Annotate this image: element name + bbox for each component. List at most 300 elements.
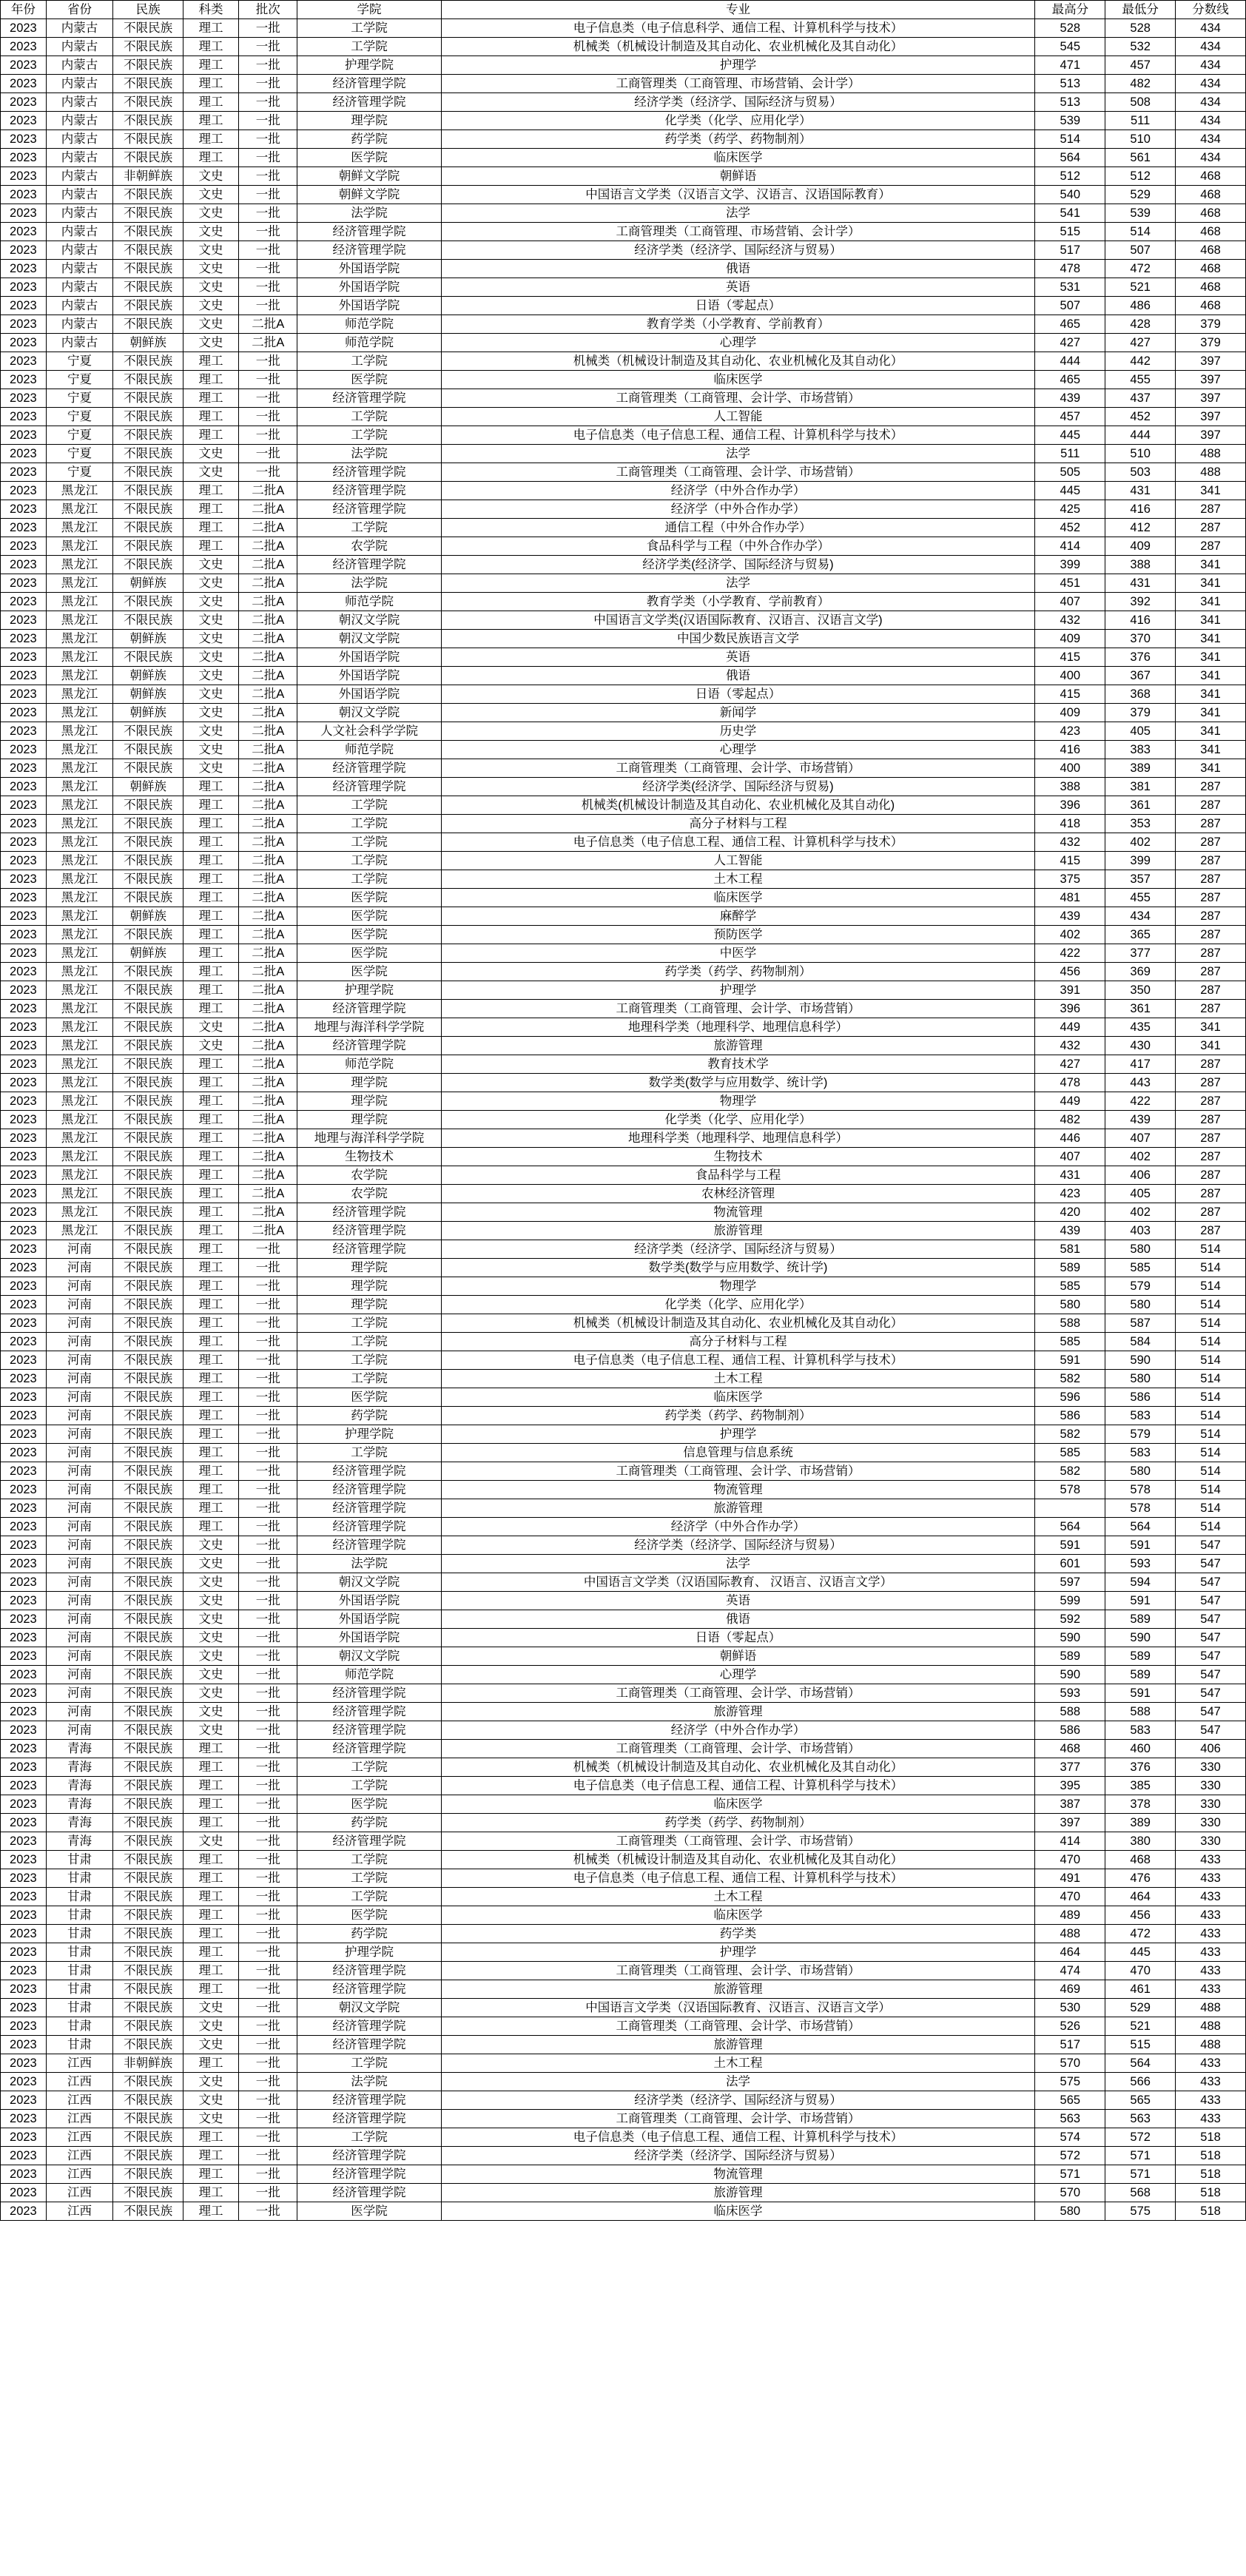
cell-民族: 不限民族 xyxy=(113,1721,183,1740)
cell-科类: 文史 xyxy=(183,1721,239,1740)
cell-年份: 2023 xyxy=(1,1573,47,1592)
cell-科类: 理工 xyxy=(183,19,239,38)
cell-最低分: 589 xyxy=(1105,1647,1176,1666)
cell-省份: 黑龙江 xyxy=(46,1185,112,1203)
cell-分数线: 341 xyxy=(1176,630,1246,648)
cell-科类: 理工 xyxy=(183,38,239,56)
cell-学院: 朝汉文学院 xyxy=(297,611,441,630)
cell-民族: 不限民族 xyxy=(113,389,183,408)
cell-批次: 一批 xyxy=(239,19,297,38)
cell-最低分: 365 xyxy=(1105,926,1176,944)
cell-科类: 文史 xyxy=(183,2073,239,2091)
cell-民族: 不限民族 xyxy=(113,408,183,426)
table-row xyxy=(1,408,1246,426)
cell-省份: 宁夏 xyxy=(46,445,112,463)
cell-民族: 不限民族 xyxy=(113,186,183,204)
cell-最低分: 564 xyxy=(1105,1518,1176,1536)
cell-专业: 土木工程 xyxy=(441,870,1035,889)
cell-省份: 黑龙江 xyxy=(46,630,112,648)
cell-学院: 理学院 xyxy=(297,1259,441,1277)
cell-最高分: 469 xyxy=(1035,1980,1105,1999)
cell-年份: 2023 xyxy=(1,371,47,389)
cell-科类: 理工 xyxy=(183,1851,239,1869)
cell-分数线: 330 xyxy=(1176,1795,1246,1814)
table-row xyxy=(1,852,1246,870)
cell-学院: 药学院 xyxy=(297,1925,441,1943)
cell-专业: 临床医学 xyxy=(441,371,1035,389)
table-row xyxy=(1,1740,1246,1758)
cell-年份: 2023 xyxy=(1,389,47,408)
cell-省份: 甘肃 xyxy=(46,1980,112,1999)
cell-民族: 不限民族 xyxy=(113,352,183,371)
cell-科类: 理工 xyxy=(183,519,239,537)
cell-批次: 一批 xyxy=(239,149,297,167)
cell-最高分: 418 xyxy=(1035,815,1105,833)
cell-省份: 内蒙古 xyxy=(46,167,112,186)
cell-最高分: 514 xyxy=(1035,130,1105,149)
cell-最低分: 378 xyxy=(1105,1795,1176,1814)
cell-最高分: 400 xyxy=(1035,667,1105,685)
cell-专业: 护理学 xyxy=(441,56,1035,75)
cell-批次: 一批 xyxy=(239,204,297,223)
cell-年份: 2023 xyxy=(1,926,47,944)
cell-最低分: 389 xyxy=(1105,1814,1176,1832)
cell-最高分: 470 xyxy=(1035,1888,1105,1906)
cell-省份: 青海 xyxy=(46,1740,112,1758)
cell-科类: 理工 xyxy=(183,1740,239,1758)
cell-批次: 二批A xyxy=(239,722,297,741)
cell-最低分: 532 xyxy=(1105,38,1176,56)
cell-科类: 理工 xyxy=(183,778,239,796)
cell-最高分: 377 xyxy=(1035,1758,1105,1777)
cell-分数线: 287 xyxy=(1176,926,1246,944)
cell-批次: 二批A xyxy=(239,556,297,574)
cell-分数线: 434 xyxy=(1176,38,1246,56)
cell-专业: 临床医学 xyxy=(441,1388,1035,1407)
cell-最高分: 491 xyxy=(1035,1869,1105,1888)
cell-分数线: 433 xyxy=(1176,2091,1246,2110)
cell-科类: 理工 xyxy=(183,1185,239,1203)
cell-民族: 不限民族 xyxy=(113,870,183,889)
cell-分数线: 468 xyxy=(1176,278,1246,297)
cell-科类: 文史 xyxy=(183,1832,239,1851)
cell-最高分: 531 xyxy=(1035,278,1105,297)
cell-批次: 二批A xyxy=(239,1185,297,1203)
cell-省份: 黑龙江 xyxy=(46,981,112,1000)
cell-科类: 文史 xyxy=(183,667,239,685)
cell-最高分: 513 xyxy=(1035,93,1105,112)
cell-学院: 朝汉文学院 xyxy=(297,1999,441,2017)
cell-民族: 不限民族 xyxy=(113,611,183,630)
cell-年份: 2023 xyxy=(1,1555,47,1573)
cell-最高分: 593 xyxy=(1035,1684,1105,1703)
cell-民族: 不限民族 xyxy=(113,1000,183,1018)
table-row xyxy=(1,741,1246,759)
cell-最高分: 444 xyxy=(1035,352,1105,371)
table-row xyxy=(1,611,1246,630)
cell-省份: 内蒙古 xyxy=(46,19,112,38)
cell-学院: 工学院 xyxy=(297,796,441,815)
cell-批次: 二批A xyxy=(239,1092,297,1111)
cell-省份: 青海 xyxy=(46,1777,112,1795)
cell-科类: 文史 xyxy=(183,1037,239,1055)
cell-民族: 不限民族 xyxy=(113,482,183,500)
cell-省份: 内蒙古 xyxy=(46,241,112,260)
cell-专业: 旅游管理 xyxy=(441,1499,1035,1518)
cell-专业: 心理学 xyxy=(441,741,1035,759)
cell-分数线: 341 xyxy=(1176,759,1246,778)
cell-批次: 一批 xyxy=(239,1869,297,1888)
cell-科类: 理工 xyxy=(183,833,239,852)
cell-批次: 一批 xyxy=(239,1629,297,1647)
cell-学院: 医学院 xyxy=(297,963,441,981)
cell-最低分: 528 xyxy=(1105,19,1176,38)
table-body xyxy=(1,19,1246,2221)
cell-省份: 河南 xyxy=(46,1462,112,1481)
cell-省份: 黑龙江 xyxy=(46,1055,112,1074)
cell-民族: 不限民族 xyxy=(113,2091,183,2110)
cell-批次: 一批 xyxy=(239,2110,297,2128)
cell-批次: 一批 xyxy=(239,1980,297,1999)
cell-学院: 经济管理学院 xyxy=(297,2184,441,2202)
cell-学院: 地理与海洋科学学院 xyxy=(297,1018,441,1037)
cell-最低分: 512 xyxy=(1105,167,1176,186)
cell-批次: 一批 xyxy=(239,278,297,297)
cell-学院: 师范学院 xyxy=(297,741,441,759)
cell-分数线: 287 xyxy=(1176,796,1246,815)
cell-分数线: 488 xyxy=(1176,445,1246,463)
cell-省份: 内蒙古 xyxy=(46,278,112,297)
cell-科类: 理工 xyxy=(183,2147,239,2165)
cell-年份: 2023 xyxy=(1,1111,47,1129)
cell-科类: 理工 xyxy=(183,1425,239,1444)
cell-年份: 2023 xyxy=(1,2091,47,2110)
cell-批次: 二批A xyxy=(239,981,297,1000)
cell-科类: 理工 xyxy=(183,130,239,149)
cell-民族: 不限民族 xyxy=(113,1055,183,1074)
cell-批次: 二批A xyxy=(239,611,297,630)
cell-专业: 机械类（机械设计制造及其自动化、农业机械化及其自动化） xyxy=(441,1851,1035,1869)
table-row xyxy=(1,2036,1246,2054)
cell-省份: 黑龙江 xyxy=(46,1092,112,1111)
cell-专业: 朝鲜语 xyxy=(441,167,1035,186)
table-row xyxy=(1,445,1246,463)
cell-专业: 经济学（中外合作办学） xyxy=(441,1721,1035,1740)
cell-最高分: 574 xyxy=(1035,2128,1105,2147)
cell-最高分: 585 xyxy=(1035,1277,1105,1296)
cell-分数线: 434 xyxy=(1176,75,1246,93)
cell-省份: 黑龙江 xyxy=(46,1222,112,1240)
cell-科类: 文史 xyxy=(183,685,239,704)
cell-批次: 一批 xyxy=(239,463,297,482)
cell-专业: 药学类（药学、药物制剂） xyxy=(441,130,1035,149)
cell-民族: 不限民族 xyxy=(113,1333,183,1351)
cell-民族: 不限民族 xyxy=(113,2036,183,2054)
cell-科类: 文史 xyxy=(183,611,239,630)
cell-科类: 文史 xyxy=(183,1647,239,1666)
cell-省份: 黑龙江 xyxy=(46,537,112,556)
cell-年份: 2023 xyxy=(1,1351,47,1370)
cell-民族: 不限民族 xyxy=(113,1999,183,2017)
table-row xyxy=(1,1240,1246,1259)
cell-省份: 河南 xyxy=(46,1444,112,1462)
cell-批次: 一批 xyxy=(239,75,297,93)
table-row xyxy=(1,334,1246,352)
cell-分数线: 330 xyxy=(1176,1814,1246,1832)
cell-最高分: 422 xyxy=(1035,944,1105,963)
cell-省份: 黑龙江 xyxy=(46,741,112,759)
cell-民族: 朝鲜族 xyxy=(113,574,183,593)
cell-民族: 不限民族 xyxy=(113,926,183,944)
cell-批次: 二批A xyxy=(239,574,297,593)
cell-专业: 日语（零起点） xyxy=(441,1629,1035,1647)
cell-民族: 不限民族 xyxy=(113,1203,183,1222)
cell-学院: 法学院 xyxy=(297,574,441,593)
cell-学院: 经济管理学院 xyxy=(297,93,441,112)
cell-民族: 不限民族 xyxy=(113,1240,183,1259)
cell-学院: 外国语学院 xyxy=(297,1610,441,1629)
cell-最高分: 581 xyxy=(1035,1240,1105,1259)
table-row xyxy=(1,38,1246,56)
table-row xyxy=(1,278,1246,297)
cell-最高分: 407 xyxy=(1035,1148,1105,1166)
cell-学院: 经济管理学院 xyxy=(297,1703,441,1721)
cell-批次: 一批 xyxy=(239,186,297,204)
cell-科类: 理工 xyxy=(183,1370,239,1388)
cell-省份: 黑龙江 xyxy=(46,1074,112,1092)
cell-民族: 不限民族 xyxy=(113,1462,183,1481)
cell-科类: 理工 xyxy=(183,2165,239,2184)
cell-专业: 护理学 xyxy=(441,1425,1035,1444)
cell-分数线: 397 xyxy=(1176,408,1246,426)
cell-最高分: 586 xyxy=(1035,1407,1105,1425)
cell-最低分: 455 xyxy=(1105,371,1176,389)
cell-年份: 2023 xyxy=(1,130,47,149)
table-row xyxy=(1,1185,1246,1203)
cell-学院: 经济管理学院 xyxy=(297,1740,441,1758)
cell-学院: 工学院 xyxy=(297,1777,441,1795)
cell-最高分: 423 xyxy=(1035,1185,1105,1203)
cell-批次: 一批 xyxy=(239,1666,297,1684)
cell-科类: 理工 xyxy=(183,2128,239,2147)
cell-民族: 不限民族 xyxy=(113,260,183,278)
table-row xyxy=(1,2054,1246,2073)
cell-省份: 内蒙古 xyxy=(46,130,112,149)
cell-批次: 一批 xyxy=(239,1407,297,1425)
cell-分数线: 488 xyxy=(1176,2036,1246,2054)
cell-科类: 理工 xyxy=(183,981,239,1000)
cell-批次: 一批 xyxy=(239,297,297,315)
cell-最低分: 579 xyxy=(1105,1425,1176,1444)
cell-省份: 黑龙江 xyxy=(46,907,112,926)
cell-民族: 不限民族 xyxy=(113,1851,183,1869)
table-row xyxy=(1,1296,1246,1314)
cell-学院: 经济管理学院 xyxy=(297,556,441,574)
table-row xyxy=(1,759,1246,778)
cell-专业: 食品科学与工程（中外合作办学） xyxy=(441,537,1035,556)
cell-年份: 2023 xyxy=(1,1518,47,1536)
cell-分数线: 287 xyxy=(1176,1092,1246,1111)
cell-专业: 中国语言文学类（汉语言文学、汉语言、汉语国际教育） xyxy=(441,186,1035,204)
cell-省份: 江西 xyxy=(46,2073,112,2091)
cell-专业: 农林经济管理 xyxy=(441,1185,1035,1203)
table-row xyxy=(1,685,1246,704)
cell-民族: 不限民族 xyxy=(113,1962,183,1980)
cell-民族: 朝鲜族 xyxy=(113,630,183,648)
cell-年份: 2023 xyxy=(1,19,47,38)
table-row xyxy=(1,1259,1246,1277)
cell-批次: 一批 xyxy=(239,241,297,260)
cell-最高分: 391 xyxy=(1035,981,1105,1000)
cell-专业: 土木工程 xyxy=(441,1888,1035,1906)
cell-专业: 电子信息类（电子信息工程、通信工程、计算机科学与技术） xyxy=(441,2128,1035,2147)
cell-学院: 经济管理学院 xyxy=(297,1240,441,1259)
table-row xyxy=(1,1277,1246,1296)
cell-民族: 不限民族 xyxy=(113,1296,183,1314)
cell-分数线: 433 xyxy=(1176,1980,1246,1999)
cell-最低分: 583 xyxy=(1105,1407,1176,1425)
cell-批次: 一批 xyxy=(239,1703,297,1721)
cell-年份: 2023 xyxy=(1,2073,47,2091)
table-row xyxy=(1,1962,1246,1980)
cell-年份: 2023 xyxy=(1,463,47,482)
table-row xyxy=(1,1888,1246,1906)
cell-专业: 机械类（机械设计制造及其自动化、农业机械化及其自动化） xyxy=(441,1758,1035,1777)
cell-省份: 江西 xyxy=(46,2091,112,2110)
cell-民族: 非朝鲜族 xyxy=(113,167,183,186)
cell-分数线: 434 xyxy=(1176,19,1246,38)
table-row xyxy=(1,1666,1246,1684)
cell-专业: 心理学 xyxy=(441,1666,1035,1684)
cell-分数线: 547 xyxy=(1176,1555,1246,1573)
cell-民族: 不限民族 xyxy=(113,1758,183,1777)
cell-科类: 理工 xyxy=(183,56,239,75)
cell-批次: 一批 xyxy=(239,1314,297,1333)
cell-科类: 理工 xyxy=(183,1925,239,1943)
cell-分数线: 341 xyxy=(1176,741,1246,759)
cell-学院: 医学院 xyxy=(297,1906,441,1925)
cell-批次: 二批A xyxy=(239,852,297,870)
cell-学院: 理学院 xyxy=(297,112,441,130)
cell-民族: 不限民族 xyxy=(113,1074,183,1092)
cell-省份: 河南 xyxy=(46,1499,112,1518)
cell-批次: 二批A xyxy=(239,889,297,907)
cell-最低分: 575 xyxy=(1105,2202,1176,2221)
cell-分数线: 514 xyxy=(1176,1333,1246,1351)
cell-分数线: 547 xyxy=(1176,1592,1246,1610)
cell-最低分: 507 xyxy=(1105,241,1176,260)
cell-最高分: 409 xyxy=(1035,704,1105,722)
cell-专业: 法学 xyxy=(441,445,1035,463)
cell-年份: 2023 xyxy=(1,1740,47,1758)
cell-批次: 一批 xyxy=(239,56,297,75)
cell-年份: 2023 xyxy=(1,260,47,278)
cell-最高分: 416 xyxy=(1035,741,1105,759)
cell-批次: 二批A xyxy=(239,593,297,611)
cell-学院: 工学院 xyxy=(297,408,441,426)
cell-最高分: 582 xyxy=(1035,1462,1105,1481)
cell-省份: 江西 xyxy=(46,2128,112,2147)
cell-年份: 2023 xyxy=(1,741,47,759)
cell-分数线: 514 xyxy=(1176,1296,1246,1314)
cell-专业: 工商管理类（工商管理、会计学、市场营销） xyxy=(441,389,1035,408)
cell-省份: 河南 xyxy=(46,1536,112,1555)
cell-省份: 黑龙江 xyxy=(46,1148,112,1166)
cell-批次: 一批 xyxy=(239,445,297,463)
cell-分数线: 287 xyxy=(1176,1203,1246,1222)
cell-分数线: 514 xyxy=(1176,1425,1246,1444)
cell-科类: 文史 xyxy=(183,1703,239,1721)
cell-省份: 河南 xyxy=(46,1407,112,1425)
cell-分数线: 514 xyxy=(1176,1518,1246,1536)
cell-科类: 理工 xyxy=(183,1000,239,1018)
cell-最高分: 439 xyxy=(1035,389,1105,408)
cell-民族: 不限民族 xyxy=(113,445,183,463)
cell-分数线: 514 xyxy=(1176,1351,1246,1370)
cell-学院: 经济管理学院 xyxy=(297,1000,441,1018)
cell-民族: 朝鲜族 xyxy=(113,944,183,963)
cell-批次: 一批 xyxy=(239,2128,297,2147)
cell-民族: 不限民族 xyxy=(113,1777,183,1795)
cell-科类: 理工 xyxy=(183,1129,239,1148)
cell-科类: 理工 xyxy=(183,2202,239,2221)
cell-分数线: 341 xyxy=(1176,667,1246,685)
cell-学院: 经济管理学院 xyxy=(297,2165,441,2184)
cell-最高分: 400 xyxy=(1035,759,1105,778)
cell-最高分: 465 xyxy=(1035,371,1105,389)
table-row xyxy=(1,2128,1246,2147)
cell-年份: 2023 xyxy=(1,907,47,926)
cell-最低分: 402 xyxy=(1105,1148,1176,1166)
cell-分数线: 514 xyxy=(1176,1240,1246,1259)
cell-学院: 经济管理学院 xyxy=(297,2147,441,2165)
cell-民族: 不限民族 xyxy=(113,1388,183,1407)
cell-年份: 2023 xyxy=(1,1092,47,1111)
cell-科类: 理工 xyxy=(183,371,239,389)
cell-学院: 经济管理学院 xyxy=(297,1684,441,1703)
cell-民族: 不限民族 xyxy=(113,1795,183,1814)
cell-年份: 2023 xyxy=(1,2128,47,2147)
cell-最低分: 434 xyxy=(1105,907,1176,926)
table-row xyxy=(1,1018,1246,1037)
cell-分数线: 433 xyxy=(1176,2073,1246,2091)
cell-分数线: 518 xyxy=(1176,2147,1246,2165)
cell-专业: 临床医学 xyxy=(441,1795,1035,1814)
cell-学院: 外国语学院 xyxy=(297,260,441,278)
cell-最低分: 588 xyxy=(1105,1703,1176,1721)
cell-最高分: 439 xyxy=(1035,1222,1105,1240)
cell-专业: 麻醉学 xyxy=(441,907,1035,926)
cell-最高分: 478 xyxy=(1035,1074,1105,1092)
cell-专业: 药学类 xyxy=(441,1925,1035,1943)
cell-学院: 农学院 xyxy=(297,1185,441,1203)
cell-年份: 2023 xyxy=(1,870,47,889)
cell-民族: 不限民族 xyxy=(113,963,183,981)
cell-最低分: 379 xyxy=(1105,704,1176,722)
cell-批次: 一批 xyxy=(239,1758,297,1777)
cell-年份: 2023 xyxy=(1,223,47,241)
cell-批次: 一批 xyxy=(239,1240,297,1259)
cell-最高分: 415 xyxy=(1035,852,1105,870)
cell-批次: 一批 xyxy=(239,1351,297,1370)
cell-民族: 不限民族 xyxy=(113,426,183,445)
cell-分数线: 433 xyxy=(1176,1943,1246,1962)
cell-批次: 一批 xyxy=(239,1425,297,1444)
cell-学院: 药学院 xyxy=(297,130,441,149)
cell-批次: 二批A xyxy=(239,1000,297,1018)
cell-最低分: 511 xyxy=(1105,112,1176,130)
cell-最低分: 405 xyxy=(1105,1185,1176,1203)
